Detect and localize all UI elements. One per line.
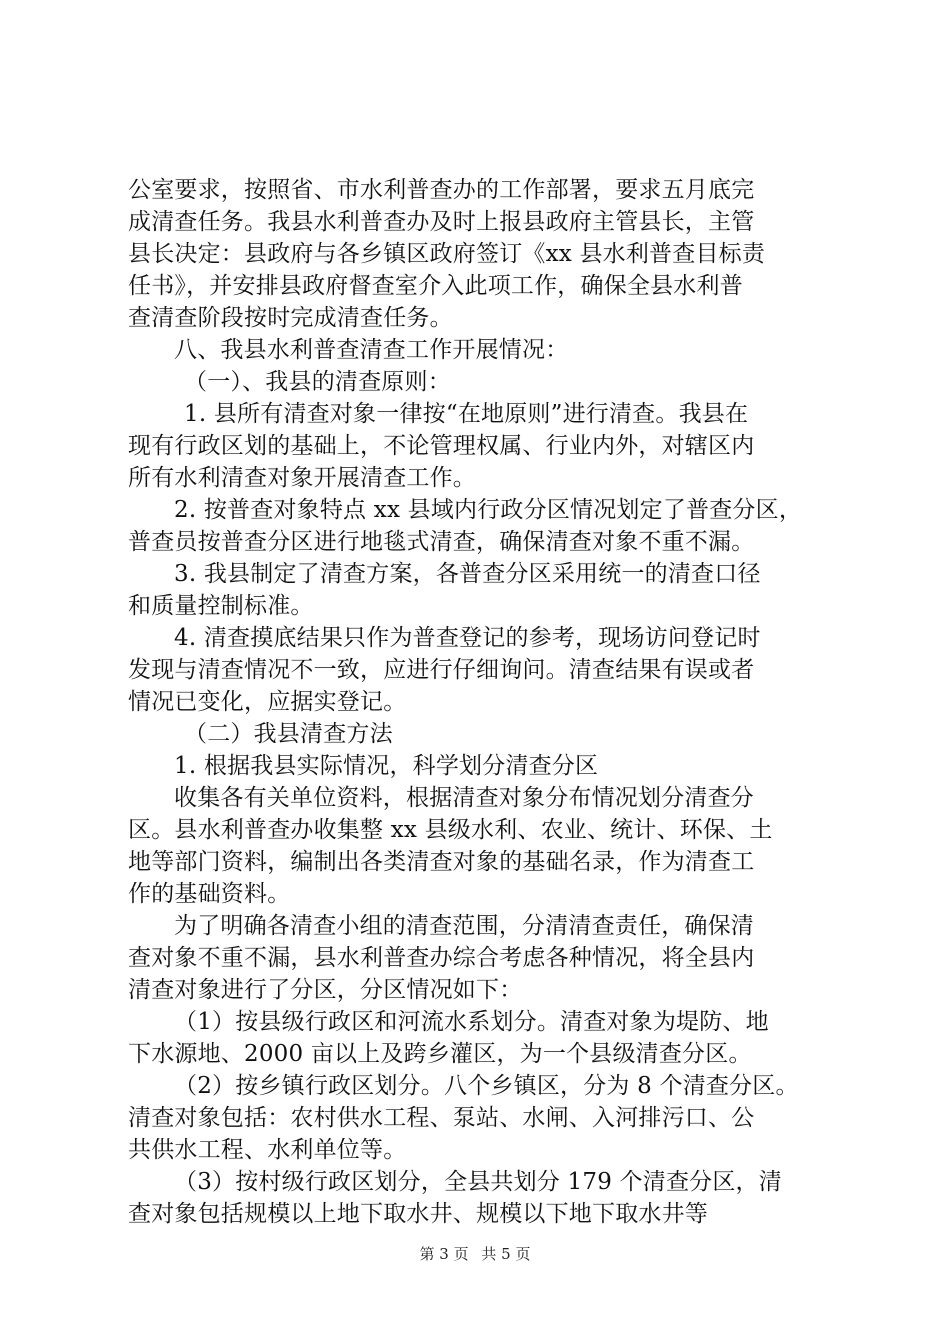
text-line: 1. 县所有清查对象一律按“在地原则”进行清查。我县在 <box>184 401 749 427</box>
text-line: 下水源地、2000 亩以上及跨乡灌区，为一个县级清查分区。 <box>128 1041 752 1067</box>
text-line: 共供水工程、水利单位等。 <box>128 1137 407 1163</box>
text-line: （2）按乡镇行政区划分。八个乡镇区，分为 8 个清查分区。 <box>174 1073 799 1099</box>
text-line: 查对象不重不漏，县水利普查办综合考虑各种情况，将全县内 <box>128 945 755 971</box>
subsection-heading: （二）我县清查方法 <box>184 721 393 747</box>
text-line: 查对象包括规模以上地下取水井、规模以下地下取水井等 <box>128 1201 708 1227</box>
text-line: 收集各有关单位资料，根据清查对象分布情况划分清查分 <box>174 785 754 811</box>
text-line: 和质量控制标准。 <box>128 593 314 619</box>
text-line: 3. 我县制定了清查方案，各普查分区采用统一的清查口径 <box>174 561 761 587</box>
text-line: 区。县水利普查办收集整 xx 县级水利、农业、统计、环保、土 <box>128 817 773 843</box>
text-line: 地等部门资料，编制出各类清查对象的基础名录，作为清查工 <box>128 849 755 875</box>
text-line: （3）按村级行政区划分，全县共划分 179 个清查分区，清 <box>174 1169 782 1195</box>
body-text <box>128 174 828 1230</box>
text-line: 4. 清查摸底结果只作为普查登记的参考，现场访问登记时 <box>174 625 761 651</box>
text-line: 1. 根据我县实际情况，科学划分清查分区 <box>174 753 599 779</box>
text-line: 发现与清查情况不一致，应进行仔细询问。清查结果有误或者 <box>128 657 755 683</box>
text-line: 公室要求，按照省、市水利普查办的工作部署，要求五月底完 <box>128 177 755 203</box>
text-line: 2. 按普查对象特点 xx 县域内行政分区情况划定了普查分区， <box>174 497 803 523</box>
text-line: 情况已变化，应据实登记。 <box>128 689 407 715</box>
page-total: 共 5 页 <box>481 1245 531 1263</box>
text-line: 成清查任务。我县水利普查办及时上报县政府主管县长，主管 <box>128 209 755 235</box>
subsection-heading: （一）、我县的清查原则： <box>184 369 451 395</box>
text-line: 现有行政区划的基础上，不论管理权属、行业内外，对辖区内 <box>128 433 755 459</box>
text-line: 查清查阶段按时完成清查任务。 <box>128 305 453 331</box>
text-line: 为了明确各清查小组的清查范围，分清清查责任，确保清 <box>174 913 754 939</box>
text-line: 任书》，并安排县政府督查室介入此项工作，确保全县水利普 <box>128 273 743 299</box>
text-line: 所有水利清查对象开展清查工作。 <box>128 465 476 491</box>
section-heading: 八、我县水利普查清查工作开展情况： <box>174 337 569 363</box>
text-line: （1）按县级行政区和河流水系划分。清查对象为堤防、地 <box>174 1009 769 1035</box>
page-number: 第 3 页 <box>419 1245 469 1263</box>
text-line: 清查对象进行了分区，分区情况如下： <box>128 977 523 1003</box>
page-footer <box>0 1244 950 1264</box>
text-line: 普查员按普查分区进行地毯式清查，确保清查对象不重不漏。 <box>128 529 755 555</box>
text-line: 清查对象包括：农村供水工程、泵站、水闸、入河排污口、公 <box>128 1105 755 1131</box>
text-line: 县长决定：县政府与各乡镇区政府签订《xx 县水利普查目标责 <box>128 241 766 267</box>
text-line: 作的基础资料。 <box>128 881 291 907</box>
